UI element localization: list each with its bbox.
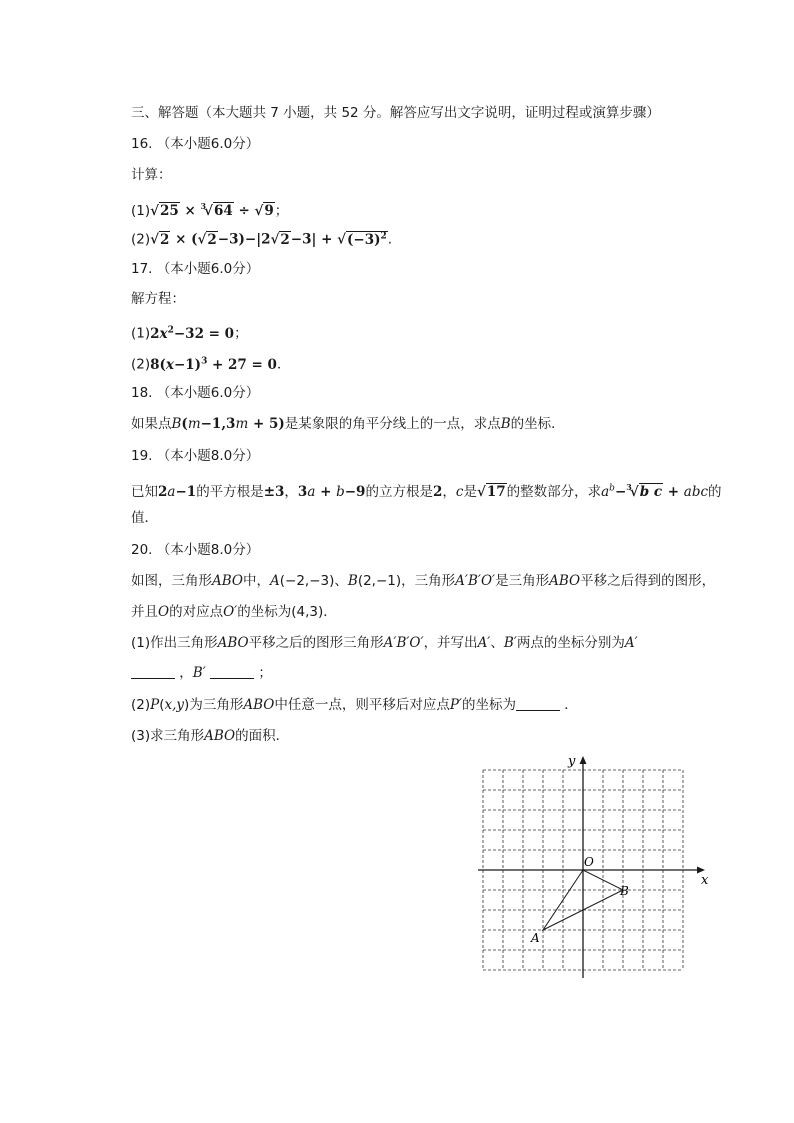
q17-prompt: 解方程：: [131, 291, 185, 307]
q20-part3: (3)求三角形ABO的面积．: [131, 728, 290, 744]
answer-blank-a[interactable]: [131, 666, 175, 679]
q16-part2: $(2)√2 \times (√2-3)-|2√2-3| + √(-3)^2$.: [131, 231, 393, 248]
q20-header: 20. （本小题8.0分）: [131, 542, 260, 558]
q17-header: 17. （本小题6.0分）: [131, 261, 260, 277]
q18-text: 如果点B(m−1,3m + 5)是某象限的角平分线上的一点，求点B的坐标．: [131, 416, 565, 432]
q20-part1: (1)作出三角形ABO平移之后的图形三角形A′B′O′，并写出A′、B′两点的坐标分别为A′: [131, 635, 638, 651]
q20-part2: (2)P(x,y)为三角形ABO中任意一点，则平移后对应点P′的坐标为 ．: [131, 697, 578, 713]
q17-part2: $(2)8(x-1)^3 + 27 = 0$．: [131, 356, 291, 373]
q20-text-line1: 如图，三角形ABO中，A(−2,−3)、B(2,−1)，三角形A′B′O′是三角形ABO平移之后得到的图形，: [131, 573, 716, 589]
q18-text-a: 如果点: [131, 416, 172, 432]
x-axis-label: x: [701, 873, 708, 888]
q19-text-line2: 值．: [131, 510, 158, 526]
q16-part2-label: (2): [131, 231, 151, 248]
answer-blank-b[interactable]: [210, 666, 254, 679]
q20-part1-blanks: ，B′ ；: [131, 664, 272, 682]
q20-text-line2: 并且O的对应点O′的坐标为(4,3)．: [131, 604, 337, 620]
q17-part2-equation: $8(x-1)^3 + 27 = 0$: [150, 356, 277, 373]
y-axis-label: y: [568, 754, 576, 769]
y-axis-arrow-icon: [580, 756, 587, 764]
q16-part1-label: (1): [131, 203, 151, 219]
section-heading: 三、解答题（本大题共 7 小题，共 52 分。解答应写出文字说明，证明过程或演算步骤）: [131, 105, 660, 121]
origin-label: O: [584, 855, 594, 869]
q17-part1-label: (1): [131, 325, 151, 342]
point-b-label: B: [620, 884, 629, 898]
q17-part1: $(1)2x^2-32 = 0$；: [131, 325, 248, 342]
q18-text-b: 是某象限的角平分线上的一点，求点: [284, 416, 501, 432]
q17-part2-label: (2): [131, 356, 151, 373]
q16-part2-expression: $√2 \times (√2-3)-|2√2-3| + √(-3)^2$: [150, 231, 387, 248]
q16-prompt: 计算：: [131, 167, 172, 183]
point-a-label: A: [531, 931, 540, 945]
answer-blank-p[interactable]: [516, 698, 560, 711]
q16-part1: (1)√25 × $^3$√64 ÷ √9；: [131, 201, 289, 219]
coordinate-grid-figure: [478, 750, 708, 980]
q18-text-c: 的坐标．: [510, 416, 565, 432]
q16-header: 16. （本小题6.0分）: [131, 136, 260, 152]
q19-text-line1: 已知2a−1的平方根是±3，3a + b−9的立方根是2，c是√17的整数部分，求$a^b-^3√b$ c + abc的: [131, 482, 722, 500]
q16-part1-expression: √25 × $^3$√64 ÷ √9: [150, 201, 274, 219]
q17-part1-equation: $2x^2-32 = 0$: [150, 325, 235, 342]
q18-point-b-expr: B: [171, 416, 182, 432]
q18-header: 18. （本小题6.0分）: [131, 385, 260, 401]
q19-header: 19. （本小题8.0分）: [131, 448, 260, 464]
